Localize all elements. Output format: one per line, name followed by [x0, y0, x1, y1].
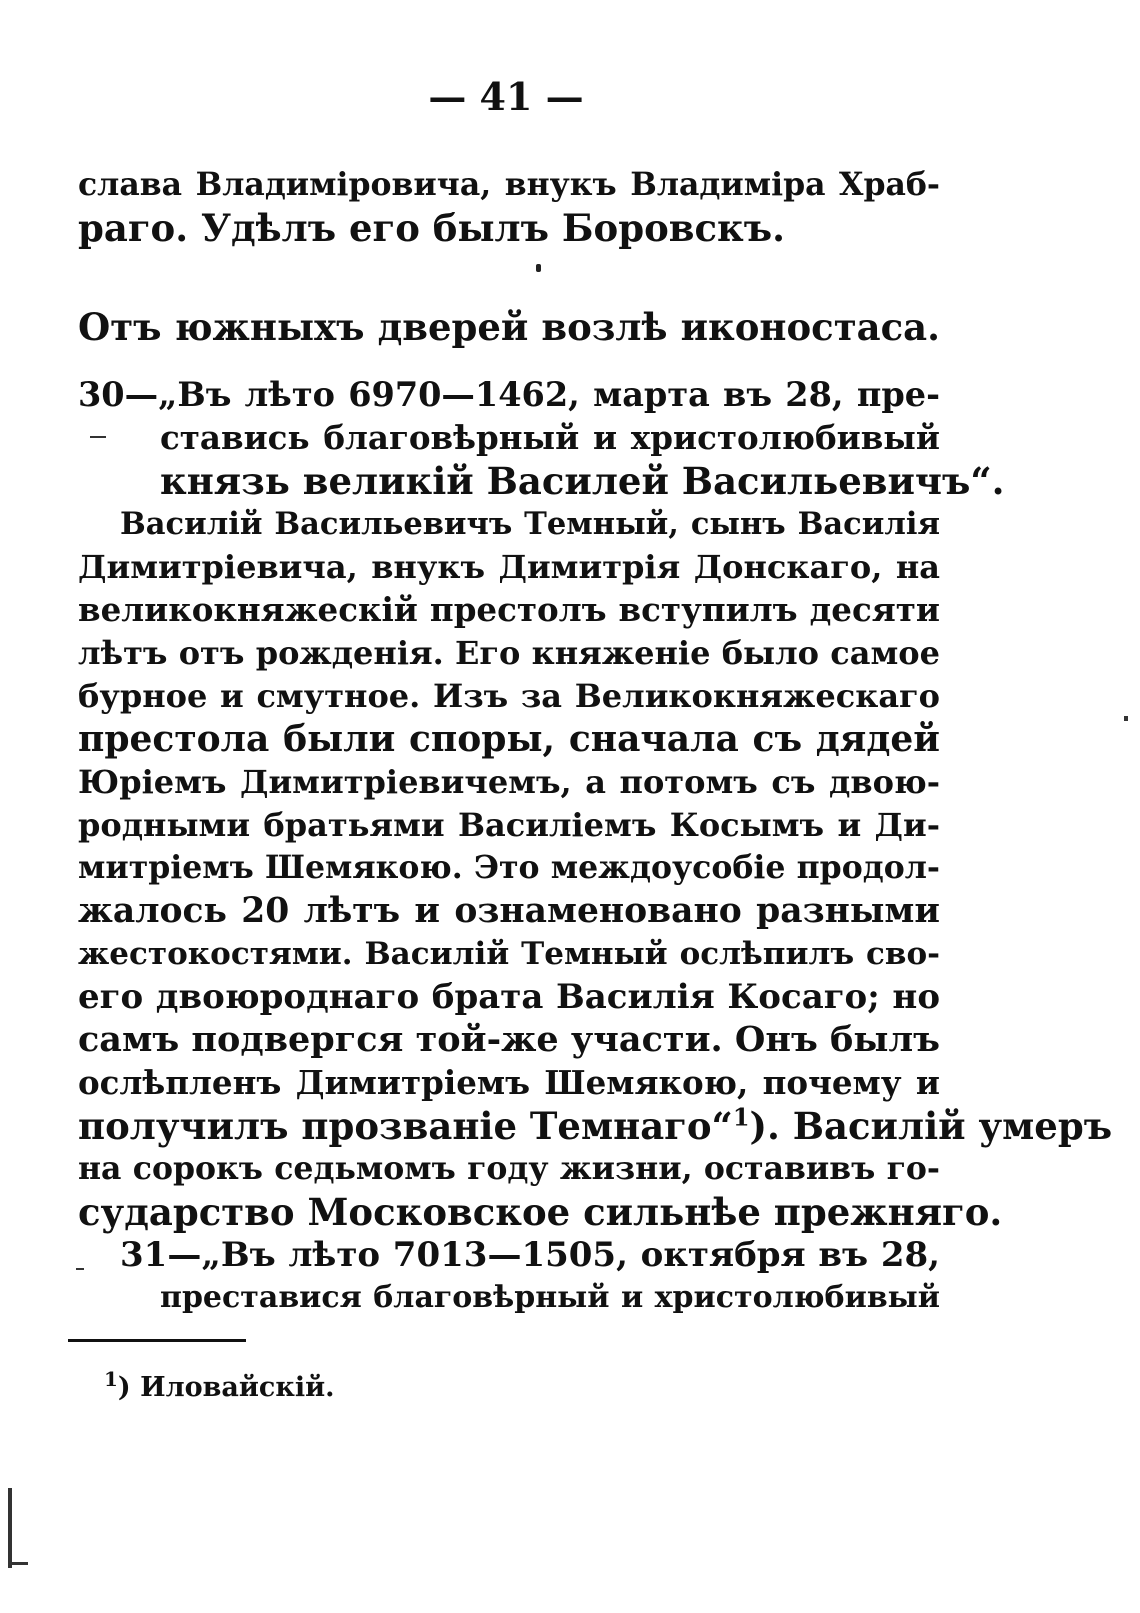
text-line: Василiй Васильевичъ Темный, сынъ Василiя [120, 506, 940, 542]
scan-speck [76, 1268, 84, 1270]
text-line: жестокостями. Василiй Темный ослѣпилъ сво- [78, 936, 940, 972]
scan-speck [90, 436, 106, 438]
text-line: ослѣпленъ Димитрiемъ Шемякою, почему и [78, 1063, 940, 1102]
text-segment: ). Василiй умеръ [749, 1104, 1113, 1148]
text-line: самъ подвергся той-же участи. Онъ былъ [78, 1019, 941, 1060]
text-line [78, 1104, 1112, 1148]
footnote-mark: 1 [104, 1367, 118, 1391]
inscription-line: преставися благовѣрный и христолюбивый [160, 1280, 940, 1315]
text-line: бурное и смутное. Изъ за Великокняжескаго [78, 677, 940, 715]
text-line: слава Владимiровича, внукъ Владимiра Храб- [78, 166, 940, 203]
footnote [104, 1367, 335, 1403]
text-line: раго. Удѣлъ его былъ Боровскъ. [78, 206, 785, 250]
inscription-line: 31—„Въ лѣто 7013—1505, октября въ 28, [120, 1235, 940, 1275]
inscription-line: 30—„Въ лѣто 6970—1462, марта въ 28, пре- [78, 375, 940, 414]
text-line: родными братьями Василiемъ Косымъ и Ди- [78, 806, 940, 844]
text-line: лѣтъ отъ рожденiя. Его княженiе было самое [78, 634, 940, 672]
inscription-line: князь великiй Василей Васильевичъ“. [160, 459, 1005, 503]
page-number: — 41 — [428, 74, 584, 119]
scan-edge-mark [12, 1562, 28, 1565]
text-segment: получилъ прозванiе Темнаго“ [78, 1104, 733, 1148]
text-line: его двоюроднаго брата Василiя Косаго; но [78, 977, 940, 1017]
footnote-reference: 1 [732, 1102, 750, 1132]
scan-speck [1124, 716, 1128, 721]
text-line: жалось 20 лѣтъ и ознаменовано разными [78, 891, 940, 931]
text-line: великокняжескiй престолъ вступилъ десяти [78, 590, 940, 629]
inscription-line: ставись благовѣрный и христолюбивый [160, 418, 940, 457]
footnote-text: ) Иловайскiй. [117, 1372, 335, 1403]
footnote-divider [68, 1339, 246, 1342]
text-line: Димитрiевича, внукъ Димитрiя Донскаго, на [78, 548, 940, 586]
text-line: престола были споры, сначала съ дядей [78, 718, 940, 760]
text-line: сударство Московское сильнѣе прежняго. [78, 1190, 1003, 1234]
text-line: митрiемъ Шемякою. Это междоусобiе продол- [78, 849, 940, 886]
scan-edge-mark [8, 1488, 12, 1568]
text-line: Юрiемъ Димитрiевичемъ, а потомъ съ двою- [78, 763, 940, 801]
print-speck [536, 264, 541, 272]
section-heading: Отъ южныхъ дверей возлѣ иконостаса. [78, 305, 940, 349]
text-line: на сорокъ седьмомъ году жизни, оставивъ го- [78, 1150, 940, 1187]
